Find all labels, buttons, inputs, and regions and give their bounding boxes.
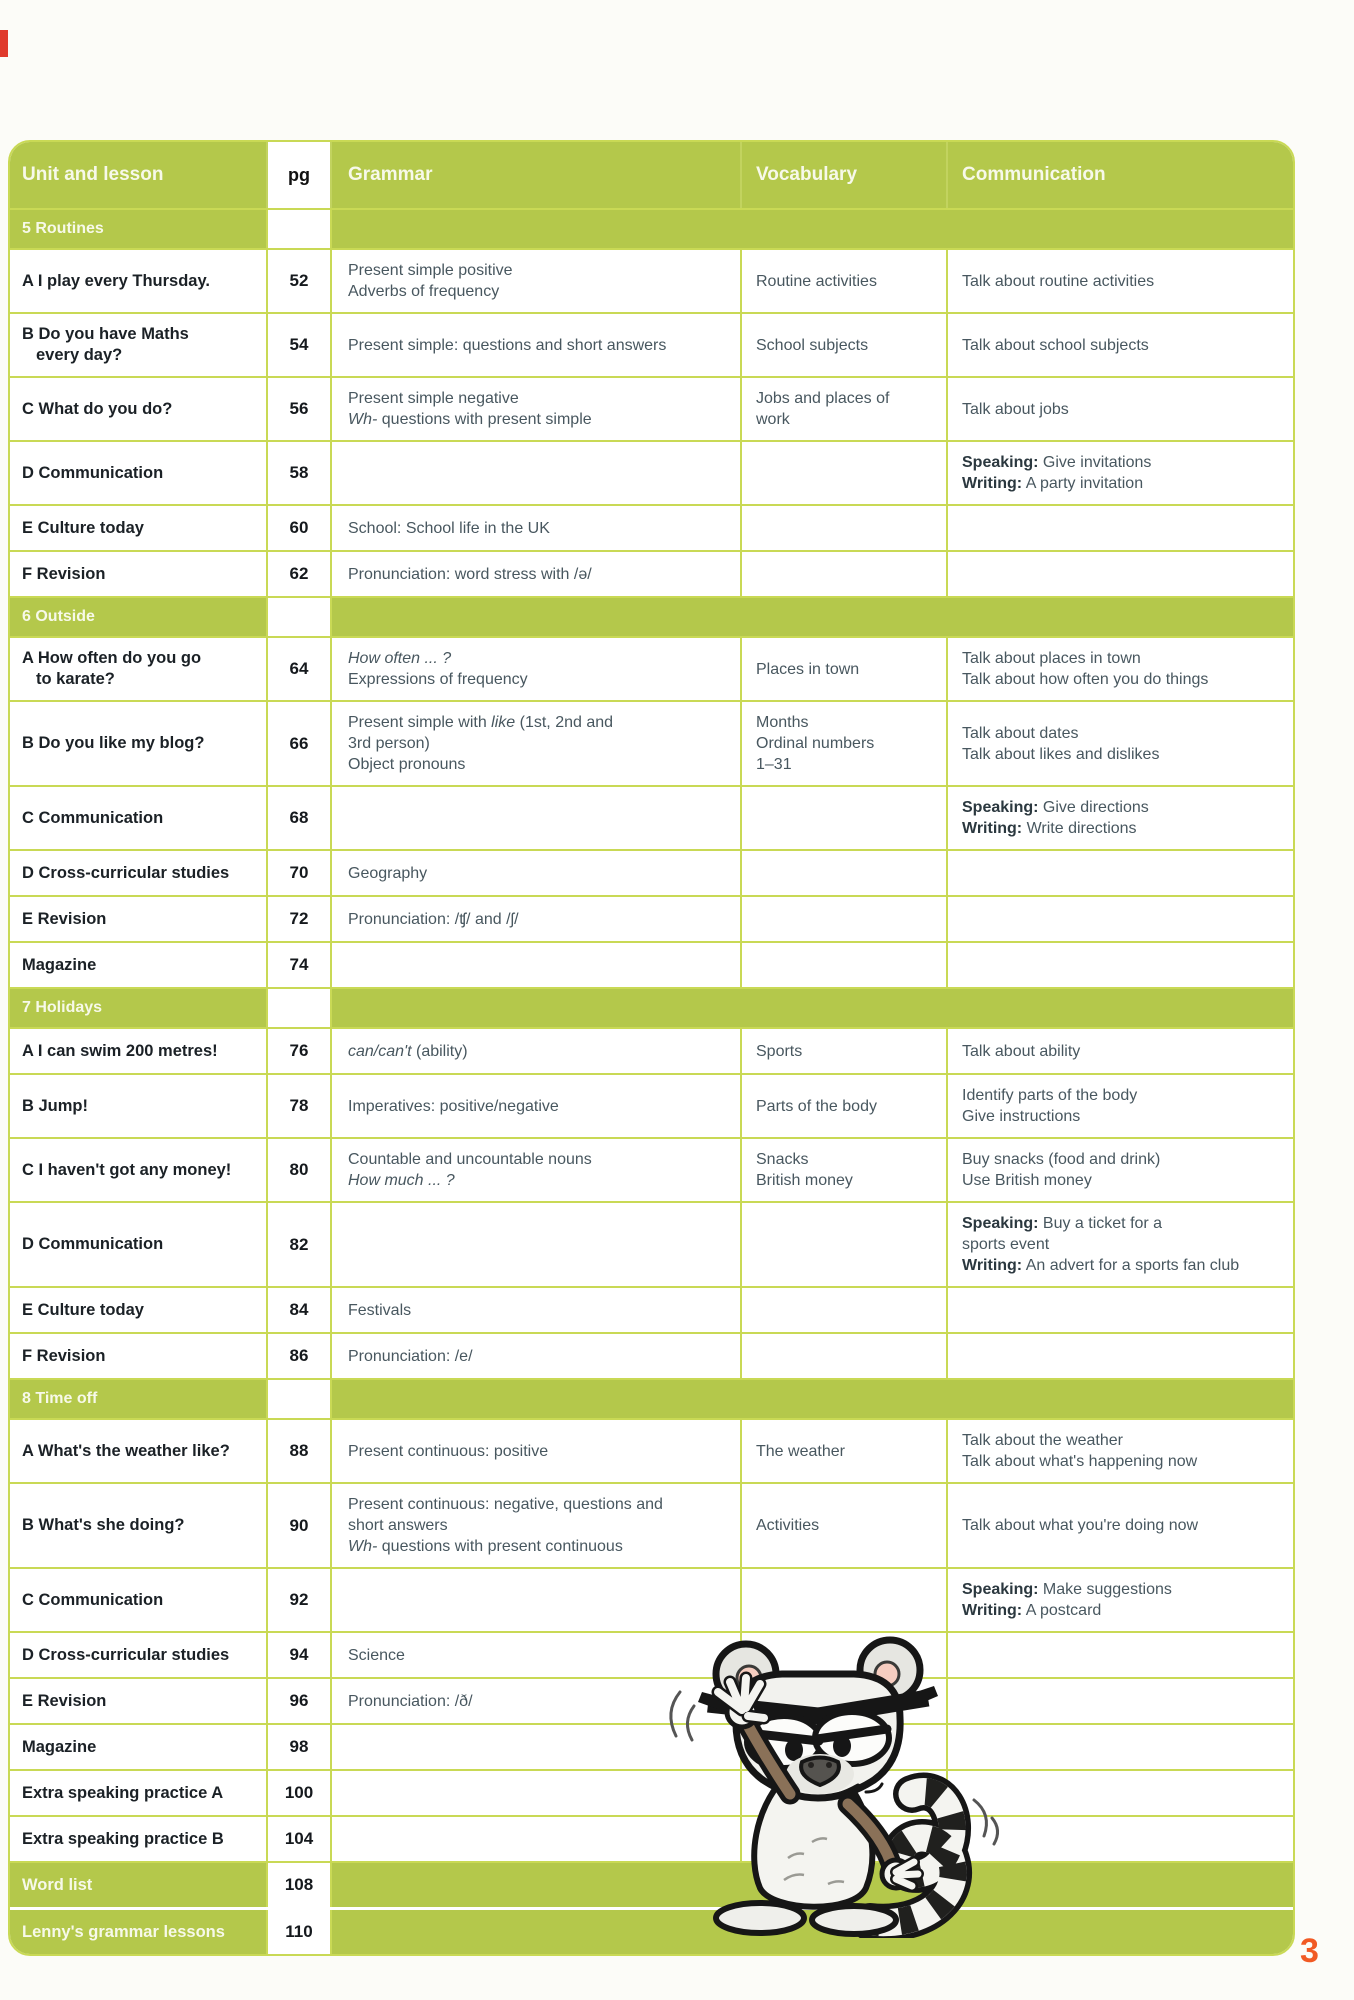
vocabulary-cell: School subjects <box>742 314 948 376</box>
grammar-cell: Pronunciation: /ʧ/ and /ʃ/ <box>332 897 742 941</box>
unit-cell: A What's the weather like? <box>10 1420 268 1482</box>
grammar-cell <box>332 787 742 849</box>
pg-cell: 90 <box>268 1484 332 1567</box>
pg-cell: 82 <box>268 1203 332 1286</box>
unit-cell: C Communication <box>10 787 268 849</box>
communication-cell <box>948 506 1293 550</box>
grammar-cell: Science <box>332 1633 742 1677</box>
header-communication-label: Communication <box>962 164 1106 185</box>
pg-cell: 88 <box>268 1420 332 1482</box>
unit-cell: D Communication <box>10 442 268 504</box>
pg-cell: 58 <box>268 442 332 504</box>
section-pg-cell <box>268 1380 332 1418</box>
pg-cell: 72 <box>268 897 332 941</box>
communication-cell: Talk about places in town Talk about how often you do things <box>962 650 1209 688</box>
section-row <box>10 1378 1293 1418</box>
lesson-row <box>10 1027 1293 1073</box>
communication-cell: Buy snacks (food and drink) Use British money <box>962 1151 1161 1189</box>
grammar-cell: How often ... ? Expressions of frequency <box>332 638 742 700</box>
lesson-row <box>10 785 1293 849</box>
section-pg-cell <box>268 210 332 248</box>
communication-cell: Talk about what you're doing now <box>962 1517 1199 1534</box>
communication-cell <box>948 897 1293 941</box>
section-band-cell <box>332 1380 1293 1418</box>
pg-cell: 80 <box>268 1139 332 1201</box>
pg-cell: 54 <box>268 314 332 376</box>
lesson-row <box>10 248 1293 312</box>
section-title-cell: 7 Holidays <box>10 989 268 1027</box>
footer-title-cell: Lenny's grammar lessons <box>10 1910 268 1954</box>
unit-cell: E Revision <box>10 897 268 941</box>
communication-cell <box>948 552 1293 596</box>
table-header-row <box>10 142 1293 208</box>
nostril <box>808 1762 814 1768</box>
grammar-cell <box>332 1203 742 1286</box>
lesson-row <box>10 1286 1293 1332</box>
unit-cell: E Revision <box>10 1679 268 1723</box>
vocabulary-cell: Sports <box>742 1029 948 1073</box>
grammar-cell: Present simple with like (1st, 2nd and 3rd person) Object pronouns <box>332 702 742 785</box>
pg-cell: 98 <box>268 1725 332 1769</box>
lesson-row <box>10 941 1293 987</box>
vocabulary-cell <box>742 851 948 895</box>
section-row <box>10 987 1293 1027</box>
grammar-cell: Present simple: questions and short answers <box>332 314 742 376</box>
section-title-cell: 8 Time off <box>10 1380 268 1418</box>
pg-cell: 78 <box>268 1075 332 1137</box>
unit-cell: Magazine <box>10 1725 268 1769</box>
grammar-cell: Present continuous: negative, questions and short answers Wh- questions with present continuous <box>332 1484 742 1567</box>
lesson-row <box>10 376 1293 440</box>
pg-cell: 60 <box>268 506 332 550</box>
lesson-row <box>10 312 1293 376</box>
grammar-cell <box>332 943 742 987</box>
section-title-cell: 6 Outside <box>10 598 268 636</box>
grammar-cell: Present continuous: positive <box>332 1420 742 1482</box>
grammar-cell <box>332 442 742 504</box>
section-band-cell <box>332 598 1293 636</box>
pg-cell: 94 <box>268 1633 332 1677</box>
section-band-cell <box>332 989 1293 1027</box>
section-row <box>10 208 1293 248</box>
vocabulary-cell: The weather <box>742 1420 948 1482</box>
vocabulary-cell: Places in town <box>742 638 948 700</box>
header-vocabulary-label: Vocabulary <box>756 164 858 185</box>
grammar-cell: Countable and uncountable nouns How much ... ? <box>332 1139 742 1201</box>
header-grammar-label: Grammar <box>348 164 433 185</box>
unit-cell: D Cross-curricular studies <box>10 1633 268 1677</box>
unit-cell: B What's she doing? <box>10 1484 268 1567</box>
communication-cell: Talk about the weather Talk about what's happening now <box>962 1432 1198 1470</box>
lesson-row <box>10 1482 1293 1567</box>
grammar-cell: Imperatives: positive/negative <box>332 1075 742 1137</box>
unit-cell: C What do you do? <box>10 378 268 440</box>
grammar-cell: Geography <box>332 851 742 895</box>
section-pg-cell <box>268 989 332 1027</box>
pg-cell: 84 <box>268 1288 332 1332</box>
section-row <box>10 596 1293 636</box>
nostril <box>826 1762 832 1768</box>
vocabulary-cell <box>742 787 948 849</box>
footer-pg-cell: 110 <box>268 1910 332 1954</box>
communication-cell: Speaking: Buy a ticket for a sports event Writing: An advert for a sports fan club <box>962 1215 1240 1274</box>
pg-cell: 104 <box>268 1817 332 1861</box>
lesson-row <box>10 550 1293 596</box>
unit-cell: C I haven't got any money! <box>10 1139 268 1201</box>
unit-cell: B Do you have Maths every day? <box>10 314 268 376</box>
hand-motion-line <box>671 1692 680 1736</box>
page-number: 3 <box>1300 1932 1319 1970</box>
section-band-cell <box>332 210 1293 248</box>
unit-cell: E Culture today <box>10 506 268 550</box>
lesson-row <box>10 1201 1293 1286</box>
communication-cell: Talk about dates Talk about likes and dislikes <box>962 724 1160 763</box>
unit-cell: C Communication <box>10 1569 268 1631</box>
pg-cell: 100 <box>268 1771 332 1815</box>
vocabulary-cell: Parts of the body <box>742 1075 948 1137</box>
pg-cell: 64 <box>268 638 332 700</box>
lesson-row <box>10 1073 1293 1137</box>
hand-motion-line <box>687 1706 694 1740</box>
pg-cell: 96 <box>268 1679 332 1723</box>
pg-cell: 52 <box>268 250 332 312</box>
grammar-cell: Festivals <box>332 1288 742 1332</box>
unit-cell: D Communication <box>10 1203 268 1286</box>
pg-cell: 68 <box>268 787 332 849</box>
communication-cell: Talk about jobs <box>962 400 1069 418</box>
pg-cell: 56 <box>268 378 332 440</box>
red-edge-mark <box>0 30 8 57</box>
communication-cell: Identify parts of the body Give instructions <box>962 1087 1138 1125</box>
grammar-cell: Pronunciation: word stress with /ə/ <box>332 552 742 596</box>
pg-cell: 74 <box>268 943 332 987</box>
footer-pg-cell: 108 <box>268 1863 332 1907</box>
communication-cell: Speaking: Give invitations Writing: A party invitation <box>962 454 1152 492</box>
pg-cell: 92 <box>268 1569 332 1631</box>
unit-cell: D Cross-curricular studies <box>10 851 268 895</box>
grammar-cell: Present simple positive Adverbs of frequency <box>332 250 742 312</box>
vocabulary-cell: Months Ordinal numbers 1–31 <box>742 702 948 785</box>
lesson-row <box>10 1137 1293 1201</box>
header-vocabulary <box>742 142 948 208</box>
vocabulary-cell <box>742 552 948 596</box>
lesson-row <box>10 504 1293 550</box>
lesson-row <box>10 700 1293 785</box>
footer-title-cell: Word list <box>10 1863 268 1907</box>
vocabulary-cell <box>742 897 948 941</box>
lesson-row <box>10 1418 1293 1482</box>
pg-cell: 70 <box>268 851 332 895</box>
unit-cell: F Revision <box>10 552 268 596</box>
vocabulary-cell <box>742 1203 948 1286</box>
pg-cell: 62 <box>268 552 332 596</box>
lemur-foot <box>812 1906 896 1934</box>
header-communication <box>948 142 1293 208</box>
lesson-row <box>10 1332 1293 1378</box>
tail-motion-line <box>974 1800 986 1836</box>
vocabulary-cell: Snacks British money <box>742 1139 948 1201</box>
lemur-mascot-illustration <box>642 1622 1014 1938</box>
vocabulary-cell: Activities <box>742 1484 948 1567</box>
unit-cell: B Do you like my blog? <box>10 702 268 785</box>
pg-cell: 76 <box>268 1029 332 1073</box>
communication-cell: Talk about routine activities <box>962 272 1155 290</box>
header-unit-label: Unit and lesson <box>22 164 164 185</box>
unit-cell: A I play every Thursday. <box>10 250 268 312</box>
communication-cell <box>948 943 1293 987</box>
unit-cell: Extra speaking practice B <box>10 1817 268 1861</box>
lesson-row <box>10 440 1293 504</box>
unit-cell: Magazine <box>10 943 268 987</box>
unit-cell: Extra speaking practice A <box>10 1771 268 1815</box>
vocabulary-cell <box>742 506 948 550</box>
vocabulary-cell <box>742 943 948 987</box>
communication-cell: Speaking: Give directions Writing: Write directions <box>962 799 1149 837</box>
header-unit-and-lesson <box>10 142 268 208</box>
vocabulary-cell <box>742 1334 948 1378</box>
unit-cell: B Jump! <box>10 1075 268 1137</box>
pg-cell: 66 <box>268 702 332 785</box>
communication-cell <box>948 1334 1293 1378</box>
tail-motion-line <box>992 1818 998 1844</box>
unit-cell: E Culture today <box>10 1288 268 1332</box>
communication-cell <box>948 851 1293 895</box>
header-grammar <box>332 142 742 208</box>
grammar-cell: Present simple negative Wh- questions with present simple <box>332 378 742 440</box>
lesson-row <box>10 895 1293 941</box>
section-title-cell: 5 Routines <box>10 210 268 248</box>
grammar-cell: Pronunciation: /ð/ <box>332 1679 742 1723</box>
header-pg: pg <box>268 142 332 208</box>
communication-cell: Speaking: Make suggestions Writing: A postcard <box>962 1581 1172 1619</box>
grammar-cell: can/can't (ability) <box>332 1029 742 1073</box>
pg-cell: 86 <box>268 1334 332 1378</box>
vocabulary-cell <box>742 1288 948 1332</box>
section-pg-cell <box>268 598 332 636</box>
grammar-cell: School: School life in the UK <box>332 506 742 550</box>
unit-cell: F Revision <box>10 1334 268 1378</box>
communication-cell: Talk about ability <box>962 1042 1081 1060</box>
vocabulary-cell <box>742 442 948 504</box>
grammar-cell: Pronunciation: /e/ <box>332 1334 742 1378</box>
communication-cell: Talk about school subjects <box>962 336 1149 354</box>
unit-cell: A I can swim 200 metres! <box>10 1029 268 1073</box>
unit-cell: A How often do you go to karate? <box>10 638 268 700</box>
vocabulary-cell: Jobs and places of work <box>742 378 948 440</box>
lesson-row <box>10 636 1293 700</box>
vocabulary-cell: Routine activities <box>742 250 948 312</box>
communication-cell <box>948 1288 1293 1332</box>
lesson-row <box>10 849 1293 895</box>
